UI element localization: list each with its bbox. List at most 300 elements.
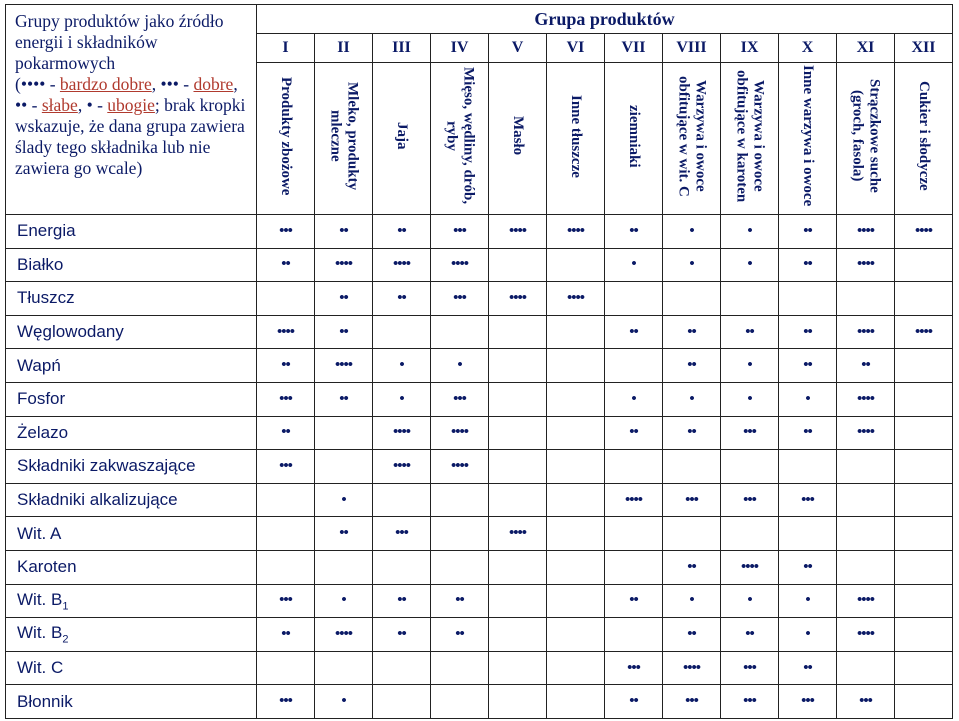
column-name-1: Produkty zbożowe — [278, 76, 294, 196]
rating-cell — [837, 618, 895, 652]
legend-label-very-good: bardzo dobre — [59, 74, 152, 94]
rating-cell — [605, 483, 663, 517]
legend-dots-2: •• — [15, 95, 28, 115]
rating-cell — [547, 618, 605, 652]
rating-cell — [373, 517, 431, 551]
rating-dots: •• — [397, 289, 406, 306]
rating-cell — [489, 282, 547, 316]
column-roman-2: II — [315, 34, 373, 63]
rating-cell — [489, 416, 547, 450]
rating-cell — [547, 550, 605, 584]
rating-cell — [373, 248, 431, 282]
row-label: Wit. C — [17, 658, 64, 678]
rating-dots: •• — [397, 222, 406, 239]
rating-cell — [489, 517, 547, 551]
rating-cell — [895, 685, 953, 719]
column-name-cell — [721, 63, 779, 215]
column-name-7: ziemniaki — [626, 104, 642, 168]
rating-cell — [837, 416, 895, 450]
row-label: Tłuszcz — [17, 288, 75, 308]
rating-cell — [779, 315, 837, 349]
rating-cell — [779, 618, 837, 652]
column-name-10: Inne warzywa i owoce — [800, 65, 816, 207]
rating-cell — [257, 215, 315, 249]
rating-cell — [315, 550, 373, 584]
rating-cell — [315, 416, 373, 450]
rating-cell — [895, 282, 953, 316]
rating-cell — [315, 483, 373, 517]
rating-cell — [315, 248, 373, 282]
rating-dots: •• — [629, 323, 638, 340]
rating-cell — [837, 550, 895, 584]
rating-cell — [721, 618, 779, 652]
rating-cell — [547, 517, 605, 551]
rating-cell — [547, 282, 605, 316]
rating-cell — [373, 450, 431, 484]
column-roman-3: III — [373, 34, 431, 63]
rating-cell — [373, 315, 431, 349]
rating-cell — [373, 382, 431, 416]
table-row — [6, 651, 953, 685]
rating-dots: ••• — [743, 424, 756, 441]
row-label: Składniki alkalizujące — [17, 490, 178, 510]
rating-cell — [721, 315, 779, 349]
rating-cell — [663, 450, 721, 484]
row-label-cell — [6, 349, 257, 383]
rating-cell — [489, 248, 547, 282]
rating-cell — [373, 282, 431, 316]
rating-cell — [257, 315, 315, 349]
rating-cell — [895, 550, 953, 584]
row-label-cell — [6, 651, 257, 685]
column-name-9: Warzywa i owoce obfitujące w karoten — [733, 69, 767, 203]
rating-dots: •••• — [450, 457, 468, 474]
rating-cell — [895, 416, 953, 450]
rating-cell — [895, 584, 953, 618]
column-name-cell — [489, 63, 547, 215]
rating-cell — [547, 215, 605, 249]
column-roman-7: VII — [605, 34, 663, 63]
rating-dots: ••• — [627, 659, 640, 676]
rating-cell — [257, 349, 315, 383]
rating-cell — [721, 416, 779, 450]
rating-dots: • — [631, 256, 636, 273]
rating-cell — [779, 483, 837, 517]
rating-cell — [315, 349, 373, 383]
rating-cell — [257, 584, 315, 618]
rating-cell — [431, 248, 489, 282]
rating-cell — [837, 349, 895, 383]
rating-cell — [605, 685, 663, 719]
rating-cell — [257, 450, 315, 484]
rating-cell — [431, 215, 489, 249]
rating-dots: • — [747, 256, 752, 273]
rating-cell — [721, 248, 779, 282]
rating-dots: •••• — [624, 491, 642, 508]
rating-cell — [721, 382, 779, 416]
rating-cell — [257, 483, 315, 517]
rating-dots: ••• — [453, 222, 466, 239]
rating-cell — [895, 517, 953, 551]
rating-cell — [315, 685, 373, 719]
rating-cell — [605, 382, 663, 416]
rating-dots: •• — [803, 659, 812, 676]
rating-cell — [605, 215, 663, 249]
column-name-cell — [837, 63, 895, 215]
rating-cell — [257, 618, 315, 652]
rating-cell — [721, 550, 779, 584]
table-row — [6, 450, 953, 484]
rating-cell — [431, 651, 489, 685]
rating-dots: • — [457, 357, 462, 374]
rating-dots: •• — [803, 558, 812, 575]
rating-dots: •• — [629, 222, 638, 239]
column-name-cell — [605, 63, 663, 215]
rating-cell — [315, 450, 373, 484]
rating-cell — [315, 618, 373, 652]
rating-cell — [837, 282, 895, 316]
row-label-cell — [6, 618, 257, 652]
rating-dots: •••• — [450, 424, 468, 441]
rating-cell — [605, 349, 663, 383]
rating-dots: •••• — [856, 222, 874, 239]
rating-cell — [257, 685, 315, 719]
rating-dots: • — [805, 592, 810, 609]
rating-dots: •••• — [276, 323, 294, 340]
rating-dots: •• — [339, 289, 348, 306]
rating-cell — [663, 248, 721, 282]
rating-dots: ••• — [685, 693, 698, 710]
legend-intro: Grupy produktów jako źródło energii i składników pokarmowych — [15, 11, 224, 73]
rating-dots: ••• — [453, 289, 466, 306]
table-row — [6, 315, 953, 349]
rating-dots: • — [341, 491, 346, 508]
rating-dots: •• — [397, 592, 406, 609]
rating-cell — [547, 584, 605, 618]
row-label: Fosfor — [17, 389, 66, 409]
rating-cell — [431, 282, 489, 316]
rating-cell — [779, 450, 837, 484]
rating-cell — [779, 550, 837, 584]
rating-cell — [315, 382, 373, 416]
row-label-subscript: 1 — [62, 600, 69, 613]
rating-cell — [837, 685, 895, 719]
rating-cell — [257, 651, 315, 685]
table-row — [6, 517, 953, 551]
rating-cell — [257, 550, 315, 584]
rating-dots: •••• — [392, 424, 410, 441]
column-roman-6: VI — [547, 34, 605, 63]
legend-dots-1: • — [86, 95, 93, 115]
rating-cell — [779, 517, 837, 551]
rating-cell — [721, 450, 779, 484]
rating-dots: • — [747, 222, 752, 239]
table-row — [6, 483, 953, 517]
column-roman-10: X — [779, 34, 837, 63]
rating-dots: •• — [281, 256, 290, 273]
table-row — [6, 349, 953, 383]
rating-cell — [837, 584, 895, 618]
rating-dots: ••• — [743, 491, 756, 508]
rating-cell — [489, 483, 547, 517]
rating-dots: ••• — [743, 693, 756, 710]
rating-dots: •••• — [856, 390, 874, 407]
rating-dots: ••• — [279, 390, 292, 407]
rating-dots: •• — [397, 625, 406, 642]
rating-dots: •• — [339, 525, 348, 542]
rating-cell — [663, 416, 721, 450]
rating-cell — [663, 517, 721, 551]
rating-dots: •••• — [334, 625, 352, 642]
column-roman-4: IV — [431, 34, 489, 63]
row-label: Wit. B — [17, 623, 63, 643]
rating-dots: •• — [687, 323, 696, 340]
rating-cell — [373, 349, 431, 383]
rating-dots: •• — [745, 323, 754, 340]
rating-cell — [431, 450, 489, 484]
rating-cell — [837, 651, 895, 685]
row-label: Węglowodany — [17, 322, 124, 342]
legend-label-weak: słabe — [41, 95, 78, 115]
rating-cell — [721, 282, 779, 316]
rating-dots: •••• — [450, 256, 468, 273]
table-row — [6, 215, 953, 249]
rating-cell — [779, 584, 837, 618]
rating-dots: •• — [629, 592, 638, 609]
table-row — [6, 550, 953, 584]
rating-cell — [489, 618, 547, 652]
rating-dots: •• — [339, 222, 348, 239]
rating-cell — [257, 517, 315, 551]
rating-cell — [315, 651, 373, 685]
legend-dots-4: •••• — [20, 74, 46, 94]
rating-cell — [547, 685, 605, 719]
column-roman-8: VIII — [663, 34, 721, 63]
rating-cell — [895, 483, 953, 517]
table-row — [6, 618, 953, 652]
rating-cell — [663, 349, 721, 383]
rating-dots: ••• — [279, 457, 292, 474]
rating-cell — [431, 584, 489, 618]
rating-cell — [779, 248, 837, 282]
rating-dots: •••• — [856, 256, 874, 273]
rating-cell — [547, 483, 605, 517]
row-label: Składniki zakwaszające — [17, 456, 196, 476]
table-row — [6, 416, 953, 450]
column-name-cell — [431, 63, 489, 215]
rating-cell — [837, 315, 895, 349]
rating-dots: •• — [861, 357, 870, 374]
rating-cell — [257, 248, 315, 282]
rating-cell — [895, 382, 953, 416]
rating-cell — [257, 282, 315, 316]
rating-dots: • — [631, 390, 636, 407]
rating-cell — [489, 349, 547, 383]
rating-cell — [721, 651, 779, 685]
legend-cell: Grupy produktów jako źródło energii i składników pokarmowych (•••• - bardzo dobre, ••• - dobre, •• - słabe, • - ubogie; brak kropki wskazuje, że dana grupa zawiera ślady tego składnika lub nie zawiera go wcale) — [6, 5, 257, 215]
rating-dots: • — [689, 592, 694, 609]
rating-dots: •••• — [334, 256, 352, 273]
row-label-subscript: 2 — [62, 633, 69, 646]
table-row — [6, 248, 953, 282]
rating-cell — [663, 315, 721, 349]
rating-cell — [315, 282, 373, 316]
rating-cell — [489, 685, 547, 719]
rating-cell — [779, 215, 837, 249]
rating-cell — [373, 651, 431, 685]
rating-cell — [547, 416, 605, 450]
rating-cell — [547, 382, 605, 416]
row-label: Wit. A — [17, 523, 62, 543]
legend-label-good: dobre — [193, 74, 234, 94]
column-name-6: Inne tłuszcze — [568, 94, 584, 178]
rating-dots: •• — [455, 625, 464, 642]
rating-dots: •••• — [856, 424, 874, 441]
rating-cell — [663, 550, 721, 584]
rating-dots: • — [341, 693, 346, 710]
rating-cell — [373, 416, 431, 450]
rating-cell — [663, 483, 721, 517]
column-name-5: Masło — [510, 116, 526, 156]
rating-dots: •• — [281, 357, 290, 374]
rating-cell — [547, 450, 605, 484]
column-roman-12: XII — [895, 34, 953, 63]
rating-dots: •• — [629, 424, 638, 441]
rating-cell — [605, 248, 663, 282]
row-label-cell — [6, 584, 257, 618]
rating-cell — [663, 282, 721, 316]
row-label-cell — [6, 315, 257, 349]
rating-dots: •••• — [740, 558, 758, 575]
rating-dots: •• — [803, 424, 812, 441]
rating-dots: • — [341, 592, 346, 609]
rating-cell — [837, 382, 895, 416]
rating-cell — [663, 651, 721, 685]
rating-dots: •••• — [856, 592, 874, 609]
rating-cell — [837, 517, 895, 551]
row-label-cell — [6, 248, 257, 282]
column-name-12: Cukier i słodycze — [916, 81, 932, 191]
rating-dots: • — [399, 357, 404, 374]
rating-dots: •••• — [508, 289, 526, 306]
rating-dots: • — [689, 390, 694, 407]
rating-dots: • — [805, 625, 810, 642]
rating-cell — [315, 584, 373, 618]
rating-cell — [431, 685, 489, 719]
rating-cell — [431, 483, 489, 517]
row-label: Wit. B — [17, 589, 63, 609]
rating-dots: •••• — [508, 525, 526, 542]
rating-dots: • — [689, 222, 694, 239]
row-label: Białko — [17, 254, 64, 274]
rating-cell — [721, 483, 779, 517]
rating-cell — [547, 248, 605, 282]
column-name-cell — [373, 63, 431, 215]
rating-dots: •• — [455, 592, 464, 609]
column-name-11: Strączkowe suche (groch, fasola) — [849, 79, 883, 193]
rating-cell — [489, 550, 547, 584]
column-name-cell — [547, 63, 605, 215]
column-roman-9: IX — [721, 34, 779, 63]
rating-dots: ••• — [279, 693, 292, 710]
rating-cell — [895, 215, 953, 249]
row-label-cell — [6, 685, 257, 719]
column-name-2: Mleko, produkty mleczne — [327, 81, 361, 191]
rating-cell — [605, 450, 663, 484]
rating-cell — [779, 349, 837, 383]
row-label-cell — [6, 483, 257, 517]
rating-cell — [895, 349, 953, 383]
column-name-cell — [315, 63, 373, 215]
rating-cell — [315, 315, 373, 349]
rating-dots: •••• — [508, 222, 526, 239]
column-roman-1: I — [257, 34, 315, 63]
rating-dots: •••• — [914, 222, 932, 239]
rating-dots: •• — [687, 625, 696, 642]
rating-cell — [373, 685, 431, 719]
rating-cell — [663, 618, 721, 652]
rating-dots: •••• — [392, 457, 410, 474]
rating-cell — [605, 416, 663, 450]
legend-dots-3: ••• — [160, 74, 179, 94]
row-label-cell — [6, 282, 257, 316]
rating-cell — [373, 584, 431, 618]
row-label-cell — [6, 450, 257, 484]
rating-dots: • — [689, 256, 694, 273]
rating-cell — [605, 517, 663, 551]
rating-cell — [721, 349, 779, 383]
rating-cell — [373, 618, 431, 652]
rating-dots: •• — [803, 323, 812, 340]
rating-cell — [489, 651, 547, 685]
rating-dots: ••• — [395, 525, 408, 542]
column-name-4: Mięso, wędliny, drób, ryby — [443, 67, 477, 205]
rating-cell — [489, 382, 547, 416]
rating-dots: ••• — [685, 491, 698, 508]
rating-dots: •••• — [914, 323, 932, 340]
rating-cell — [373, 550, 431, 584]
legend-label-poor: ubogie — [107, 95, 155, 115]
rating-cell — [605, 584, 663, 618]
rating-dots: •••• — [392, 256, 410, 273]
column-name-cell — [663, 63, 721, 215]
column-name-3: Jaja — [394, 122, 410, 150]
rating-dots: ••• — [801, 693, 814, 710]
rating-cell — [431, 517, 489, 551]
rating-cell — [663, 584, 721, 618]
rating-cell — [373, 215, 431, 249]
column-name-cell — [895, 63, 953, 215]
rating-dots: • — [747, 390, 752, 407]
rating-cell — [257, 416, 315, 450]
row-label-cell — [6, 550, 257, 584]
rating-dots: •• — [281, 625, 290, 642]
rating-dots: • — [805, 390, 810, 407]
row-label-cell — [6, 382, 257, 416]
rating-cell — [431, 550, 489, 584]
rating-cell — [257, 382, 315, 416]
row-label-cell — [6, 517, 257, 551]
table-row — [6, 685, 953, 719]
rating-dots: ••• — [743, 659, 756, 676]
rating-cell — [663, 382, 721, 416]
column-roman-5: V — [489, 34, 547, 63]
row-label-cell — [6, 416, 257, 450]
rating-dots: •• — [629, 693, 638, 710]
rating-cell — [837, 248, 895, 282]
rating-cell — [315, 215, 373, 249]
table-row — [6, 382, 953, 416]
